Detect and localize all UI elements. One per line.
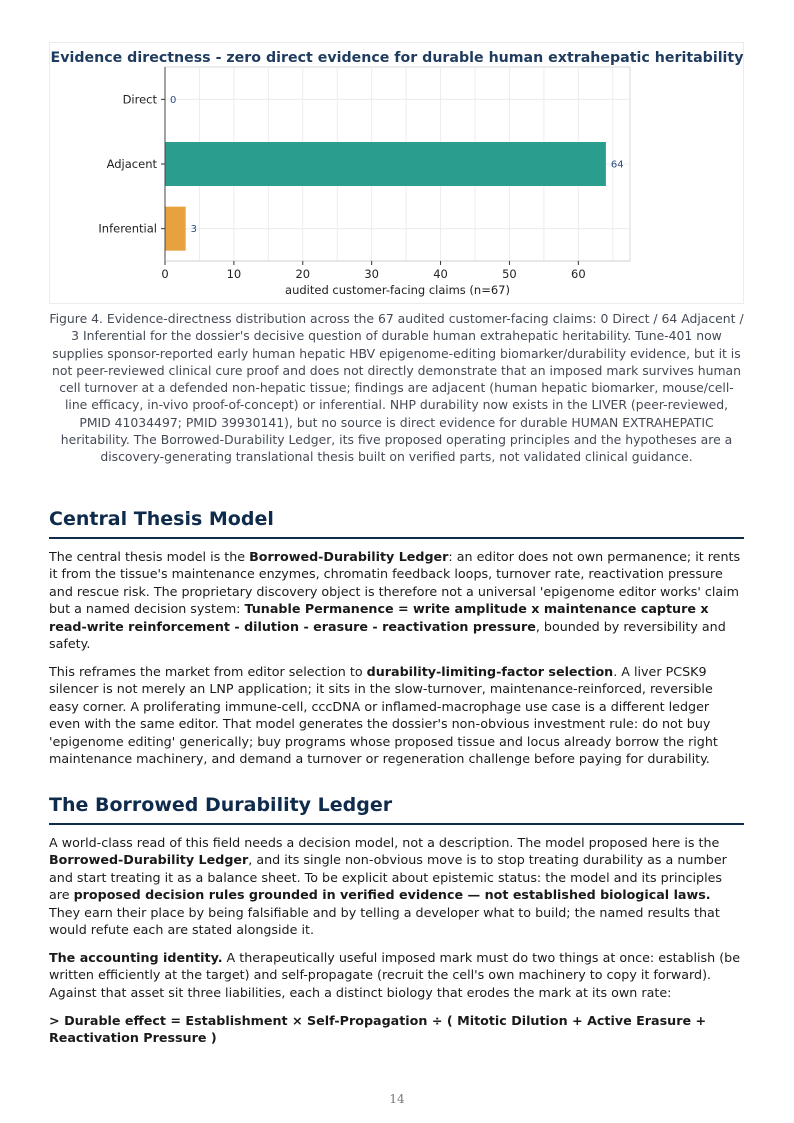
figure-4 <box>49 42 744 304</box>
text-run: A world-class read of this field needs a decision model, not a description. The model proposed here is the <box>49 835 720 850</box>
text-run: , and its single non-obvious move is to stop treating durability as a number and start treating it as a balance sheet. To be explicit about epistemic status: the model and its principles are <box>49 852 727 903</box>
evidence-directness-chart <box>50 43 745 305</box>
x-tick-label: 0 <box>161 267 169 281</box>
quote-marker: > <box>49 1013 65 1028</box>
page-number: 14 <box>389 1092 405 1106</box>
text-run: A therapeutically useful imposed mark must do two things at once: establish (be written efficiently at the target) and self-propagate (recruit the cell's own machinery to copy it forward). Against that asset sit three liabilities, each a distinct biology that erodes the mark at its own rate: <box>49 950 741 1000</box>
chart-title: Evidence directness - zero direct evidence for durable human extrahepatic heritability <box>50 50 744 66</box>
y-tick-label: Direct <box>122 92 157 107</box>
y-tick-label: Adjacent <box>106 157 157 171</box>
ledger-paragraph-1 <box>49 834 744 938</box>
x-tick-label: 40 <box>433 267 448 281</box>
x-tick-label: 20 <box>295 267 311 281</box>
bold-term: durability-limiting-factor selection <box>366 664 614 679</box>
bold-term: Borrowed-Durability Ledger <box>49 852 249 868</box>
x-axis-label: audited customer-facing claims (n=67) <box>285 283 510 297</box>
figure-caption-text: Figure 4. Evidence-directness distribution across the 67 audited customer-facing claims: 0 Direct / 64 Adjacent / 3 Inferential for the dossier's decisive question of durable human extrahepatic heritability. Tune-401 now supplies sponsor-reported early human hepatic HBV epigenome-editing biomarker/durability evidence, but it is not peer-reviewed clinical cure proof and does not directly demonstrate that an imposed mark survives human cell turnover at a defended non-hepatic tissue; findings are adjacent (human hepatic biomarker, mouse/cell-line efficacy, in-vivo proof-of-concept) or inferential. NHP durability now exists in the LIVER (peer-reviewed, PMID 41034497; PMID 39930141), but no source is direct evidence for durable HUMAN EXTRAHEPATIC heritability. The Borrowed-Durability Ledger, its five proposed operating principles and the hypotheses are a discovery-generating translational thesis built on verified parts, not validated clinical guidance. <box>49 311 744 465</box>
section-heading-borrowed-durability-ledger: The Borrowed Durability Ledger <box>49 794 744 825</box>
text-run: They earn their place by being falsifiable and by telling a developer what to build; the named results that would refute each are stated alongside it. <box>49 904 720 938</box>
bold-lead: The accounting identity. <box>49 950 223 965</box>
y-tick-label: Inferential <box>98 221 157 236</box>
data-label: 3 <box>190 224 198 236</box>
central-thesis-paragraph-1 <box>49 548 744 652</box>
text-run: : an editor does not own permanence; it rents it from the tissue's maintenance enzymes, chromatin feedback loops, turnover rate, reactivation pressure and rescue risk. The proprietary discovery object is therefore not a universal 'epigenome editor works' claim but a named decision system: <box>49 549 741 617</box>
text-run: The central thesis model is the <box>49 549 250 564</box>
durable-effect-formula <box>49 1012 744 1047</box>
bold-term: Borrowed-Durability Ledger <box>249 549 449 564</box>
bar-inferential <box>165 207 186 251</box>
text-run: This reframes the market from editor selection to <box>49 664 367 679</box>
data-label: 0 <box>170 94 177 106</box>
x-tick-label: 10 <box>226 267 242 281</box>
x-tick-label: 50 <box>502 267 517 281</box>
bar-adjacent <box>165 142 606 186</box>
figure-caption <box>49 310 744 466</box>
bold-formula: Tunable Permanence = write amplitude x maintenance capture x read-write reinforcement - dilution - erasure - reactivation pressure <box>49 601 709 634</box>
section-heading-central-thesis: Central Thesis Model <box>49 508 744 539</box>
data-label: 64 <box>610 159 624 171</box>
central-thesis-paragraph-2 <box>49 663 744 767</box>
text-run: . A liver PCSK9 silencer is not merely an LNP application; it sits in the slow-turnover, maintenance-reinforced, reversible easy corner. A proliferating immune-cell, cccDNA or inflamed-macrophage use case is a different ledger even with the same editor. That model generates the dossier's non-obvious investment rule: do not buy 'epigenome editing' generically; buy programs whose proposed tissue and locus already borrow the right maintenance machinery, and demand a turnover or regeneration challenge before paying for durability. <box>49 664 718 767</box>
x-tick-label: 30 <box>364 267 379 281</box>
bold-statement: proposed decision rules grounded in verified evidence — not established biological laws. <box>73 887 711 903</box>
x-tick-label: 60 <box>571 267 586 281</box>
text-run: , bounded by reversibility and safety. <box>49 618 726 652</box>
ledger-paragraph-2 <box>49 949 744 1001</box>
formula-text: Durable effect = Establishment × Self-Propagation ÷ ( Mitotic Dilution + Active Erasure + Reactivation Pressure ) <box>49 1013 707 1046</box>
